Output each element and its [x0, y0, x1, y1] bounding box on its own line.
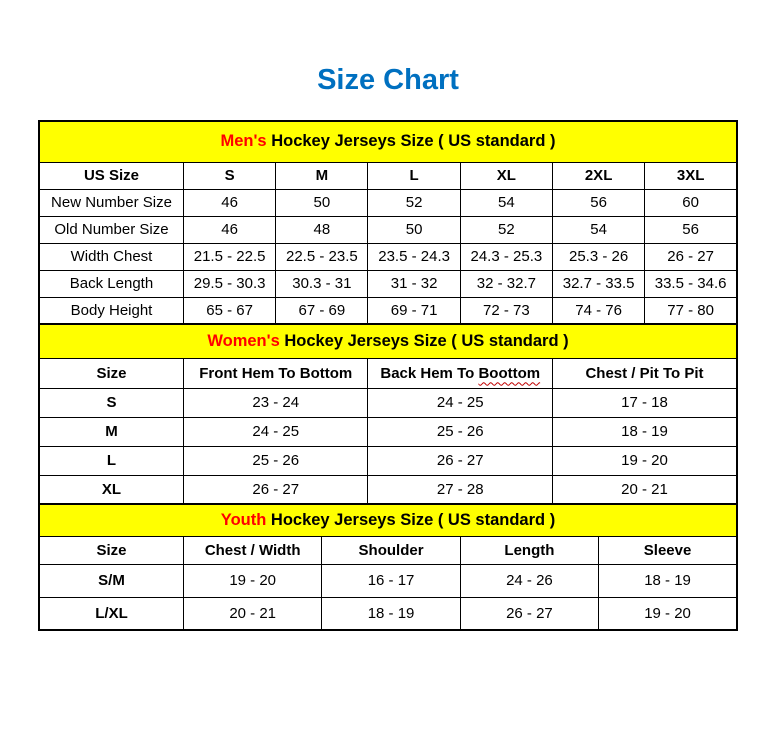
womens-size-table: [38, 323, 738, 505]
size-value-cell: 32 - 32.7: [460, 270, 552, 297]
row-label: Width Chest: [39, 243, 183, 270]
column-header: Size: [39, 536, 183, 564]
size-value-cell: 33.5 - 34.6: [645, 270, 737, 297]
header-row: [39, 536, 737, 564]
column-header: Chest / Pit To Pit: [552, 358, 737, 388]
column-header: L: [368, 162, 460, 189]
page-title: Size Chart: [317, 64, 459, 96]
table-row: [39, 475, 737, 504]
table-row: [39, 297, 737, 324]
section-title-text: Hockey Jerseys Size ( US standard ): [279, 331, 569, 350]
column-header: Length: [460, 536, 598, 564]
size-value-cell: 46: [183, 189, 275, 216]
column-header: M: [276, 162, 368, 189]
column-header: Sleeve: [599, 536, 737, 564]
header-row: [39, 162, 737, 189]
size-value-cell: 26 - 27: [645, 243, 737, 270]
size-value-cell: 20 - 21: [183, 597, 321, 630]
row-label: S: [39, 388, 183, 417]
misspelled-word: Boottom: [478, 364, 541, 382]
size-value-cell: 29.5 - 30.3: [183, 270, 275, 297]
size-value-cell: 74 - 76: [552, 297, 644, 324]
size-value-cell: 17 - 18: [552, 388, 737, 417]
size-value-cell: 56: [552, 189, 644, 216]
section-keyword: Women's: [207, 331, 280, 350]
table-row: [39, 243, 737, 270]
size-value-cell: 46: [183, 216, 275, 243]
size-value-cell: 23 - 24: [183, 388, 368, 417]
size-value-cell: 52: [460, 216, 552, 243]
row-label: Old Number Size: [39, 216, 183, 243]
size-value-cell: 69 - 71: [368, 297, 460, 324]
mens-size-table: [38, 120, 738, 325]
size-value-cell: 54: [460, 189, 552, 216]
size-value-cell: 24 - 25: [183, 417, 368, 446]
column-header: Size: [39, 358, 183, 388]
size-value-cell: 26 - 27: [368, 446, 553, 475]
size-value-cell: 30.3 - 31: [276, 270, 368, 297]
size-value-cell: 48: [276, 216, 368, 243]
table-row: [39, 597, 737, 630]
header-row: [39, 358, 737, 388]
size-value-cell: 67 - 69: [276, 297, 368, 324]
row-label: New Number Size: [39, 189, 183, 216]
column-header: 3XL: [645, 162, 737, 189]
size-chart-page: [0, 64, 776, 631]
row-label: L: [39, 446, 183, 475]
size-value-cell: 24.3 - 25.3: [460, 243, 552, 270]
size-value-cell: 18 - 19: [599, 564, 737, 597]
section-keyword: Men's: [220, 132, 267, 151]
size-value-cell: 31 - 32: [368, 270, 460, 297]
table-row: [39, 417, 737, 446]
size-value-cell: 50: [368, 216, 460, 243]
table-row: [39, 270, 737, 297]
section-keyword: Youth: [220, 510, 267, 529]
size-value-cell: 52: [368, 189, 460, 216]
size-tables-container: [38, 120, 738, 631]
column-header: XL: [460, 162, 552, 189]
size-value-cell: 60: [645, 189, 737, 216]
section-title-text: Hockey Jerseys Size ( US standard ): [266, 510, 556, 529]
column-header: Shoulder: [322, 536, 460, 564]
row-label: Back Length: [39, 270, 183, 297]
size-value-cell: 25.3 - 26: [552, 243, 644, 270]
column-header: Front Hem To Bottom: [183, 358, 368, 388]
size-value-cell: 19 - 20: [183, 564, 321, 597]
size-value-cell: 19 - 20: [599, 597, 737, 630]
table-row: [39, 189, 737, 216]
table-row: [39, 216, 737, 243]
youth-section-title: [39, 504, 737, 536]
size-value-cell: 20 - 21: [552, 475, 737, 504]
row-label: Body Height: [39, 297, 183, 324]
column-header: US Size: [39, 162, 183, 189]
table-row: [39, 564, 737, 597]
size-value-cell: 65 - 67: [183, 297, 275, 324]
size-value-cell: 23.5 - 24.3: [368, 243, 460, 270]
size-value-cell: 25 - 26: [183, 446, 368, 475]
row-label: M: [39, 417, 183, 446]
size-value-cell: 22.5 - 23.5: [276, 243, 368, 270]
size-value-cell: 21.5 - 22.5: [183, 243, 275, 270]
row-label: XL: [39, 475, 183, 504]
column-header: S: [183, 162, 275, 189]
mens-section-title: [39, 121, 737, 162]
size-value-cell: 26 - 27: [460, 597, 598, 630]
size-value-cell: 24 - 25: [368, 388, 553, 417]
size-value-cell: 27 - 28: [368, 475, 553, 504]
womens-section-title: [39, 324, 737, 358]
column-header: Back Hem To Boottom: [368, 358, 553, 388]
column-header: Chest / Width: [183, 536, 321, 564]
size-value-cell: 19 - 20: [552, 446, 737, 475]
size-value-cell: 77 - 80: [645, 297, 737, 324]
table-row: [39, 446, 737, 475]
size-value-cell: 18 - 19: [322, 597, 460, 630]
size-value-cell: 72 - 73: [460, 297, 552, 324]
size-value-cell: 56: [645, 216, 737, 243]
size-value-cell: 16 - 17: [322, 564, 460, 597]
section-title-text: Hockey Jerseys Size ( US standard ): [266, 132, 556, 151]
size-value-cell: 26 - 27: [183, 475, 368, 504]
youth-size-table: [38, 503, 738, 631]
size-value-cell: 50: [276, 189, 368, 216]
size-value-cell: 18 - 19: [552, 417, 737, 446]
table-row: [39, 388, 737, 417]
size-value-cell: 25 - 26: [368, 417, 553, 446]
row-label: L/XL: [39, 597, 183, 630]
column-header: 2XL: [552, 162, 644, 189]
size-value-cell: 54: [552, 216, 644, 243]
size-value-cell: 32.7 - 33.5: [552, 270, 644, 297]
size-value-cell: 24 - 26: [460, 564, 598, 597]
row-label: S/M: [39, 564, 183, 597]
